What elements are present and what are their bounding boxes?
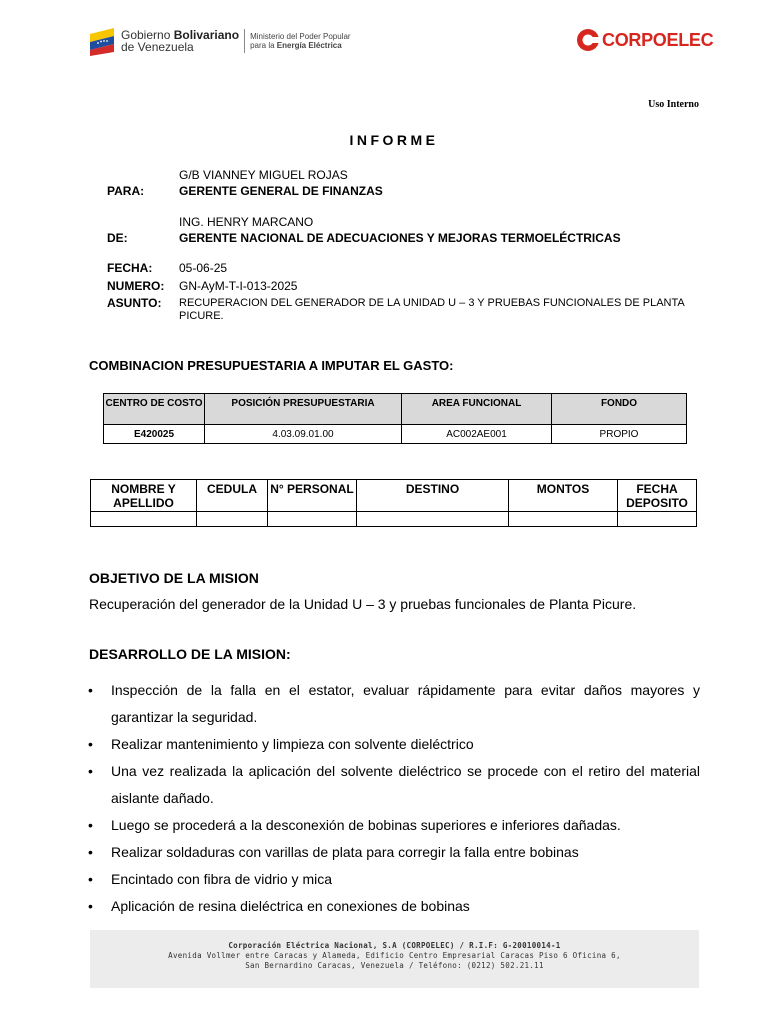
cost-center-cell: E420025	[104, 425, 205, 444]
document-title: INFORME	[349, 132, 439, 148]
table-cell	[618, 512, 697, 527]
column-header: POSICIÓN PRESUPUESTARIA	[205, 394, 402, 425]
document-number: GN-AyM-T-I-013-2025	[179, 279, 298, 293]
government-name: Gobierno Bolivariano de Venezuela	[121, 28, 240, 54]
table-cell	[197, 512, 268, 527]
budget-heading: COMBINACION PRESUPUESTARIA A IMPUTAR EL GASTO:	[89, 358, 454, 373]
numero-label: NUMERO:	[107, 279, 165, 293]
column-header: MONTOS	[509, 480, 618, 512]
budget-position-cell: 4.03.09.01.00	[205, 425, 402, 444]
recipient-name: G/B VIANNEY MIGUEL ROJAS	[179, 168, 348, 182]
list-item: • Luego se procederá a la desconexión de bobinas superiores e inferiores dañadas.	[88, 812, 700, 839]
column-header: CEDULA	[197, 480, 268, 512]
list-item: • Una vez realizada la aplicación del solvente dieléctrico se procede con el retiro del material aislante dañado.	[88, 758, 700, 812]
bullet-icon: •	[88, 682, 93, 698]
bullet-icon: •	[88, 736, 93, 752]
corpoelec-logo	[576, 28, 713, 52]
column-header: FONDO	[552, 394, 687, 425]
bullet-icon: •	[88, 898, 93, 914]
list-item: • Realizar soldaduras con varillas de plata para corregir la falla entre bobinas	[88, 839, 700, 866]
list-item: • Encintado con fibra de vidrio y mica	[88, 866, 700, 893]
footer-company-line: Corporación Eléctrica Nacional, S.A (CORPOELEC) / R.I.F: G-20010014-1	[228, 941, 561, 950]
company-name: CORPOELEC	[602, 29, 714, 50]
table-cell	[509, 512, 618, 527]
corpoelec-mark-icon	[576, 28, 600, 52]
personnel-table	[90, 479, 697, 527]
sender-title: GERENTE NACIONAL DE ADECUACIONES Y MEJORAS TERMOELÉCTRICAS	[179, 231, 621, 245]
page-footer	[90, 930, 699, 988]
para-label: PARA:	[107, 184, 145, 198]
list-item: • Inspección de la falla en el estator, evaluar rápidamente para evitar daños mayores y garantizar la seguridad.	[88, 677, 700, 731]
development-heading: DESARROLLO DE LA MISION:	[89, 646, 291, 662]
classification-label: Uso Interno	[648, 99, 699, 110]
de-label: DE:	[107, 231, 128, 245]
government-logo	[88, 26, 351, 56]
objective-text: Recuperación del generador de la Unidad U – 3 y pruebas funcionales de Planta Picure.	[89, 596, 637, 612]
subject-text: RECUPERACION DEL GENERADOR DE LA UNIDAD U – 3 Y PRUEBAS FUNCIONALES DE PLANTA PICURE.	[179, 297, 685, 322]
table-row	[91, 512, 697, 527]
bullet-icon: •	[88, 817, 93, 833]
table-cell	[268, 512, 357, 527]
footer-contact-line: San Bernardino Caracas, Venezuela / Teléfono: (0212) 502.21.11	[245, 961, 544, 970]
objective-heading: OBJETIVO DE LA MISION	[89, 570, 259, 586]
column-header: AREA FUNCIONAL	[402, 394, 552, 425]
recipient-title: GERENTE GENERAL DE FINANZAS	[179, 184, 383, 198]
table-cell	[91, 512, 197, 527]
budget-header-row	[104, 394, 687, 425]
table-cell	[357, 512, 509, 527]
column-header: DESTINO	[357, 480, 509, 512]
list-item: • Realizar mantenimiento y limpieza con solvente dieléctrico	[88, 731, 700, 758]
table-row	[104, 425, 687, 444]
development-list	[88, 677, 700, 920]
personnel-header-row	[91, 480, 697, 512]
ministry-name: Ministerio del Poder Popular para la Energía Eléctrica	[250, 32, 351, 50]
list-item: • Aplicación de resina dieléctrica en conexiones de bobinas	[88, 893, 700, 920]
bullet-icon: •	[88, 844, 93, 860]
budget-table	[103, 393, 687, 444]
footer-address-line: Avenida Vollmer entre Caracas y Alameda, Edificio Centro Empresarial Caracas Piso 6 Oficina 6,	[168, 951, 621, 960]
bullet-icon: •	[88, 763, 93, 779]
fund-cell: PROPIO	[552, 425, 687, 444]
column-header: CENTRO DE COSTO	[104, 394, 205, 425]
asunto-label: ASUNTO:	[107, 296, 162, 310]
date-value: 05-06-25	[179, 261, 228, 275]
column-header: N° PERSONAL	[268, 480, 357, 512]
bullet-icon: •	[88, 871, 93, 887]
column-header: FECHA DEPOSITO	[618, 480, 697, 512]
column-header: NOMBRE Y APELLIDO	[91, 480, 197, 512]
sender-name: ING. HENRY MARCANO	[179, 215, 314, 229]
venezuela-flag-icon	[88, 26, 116, 56]
header-divider	[244, 29, 245, 53]
fecha-label: FECHA:	[107, 261, 153, 275]
functional-area-cell: AC002AE001	[402, 425, 552, 444]
